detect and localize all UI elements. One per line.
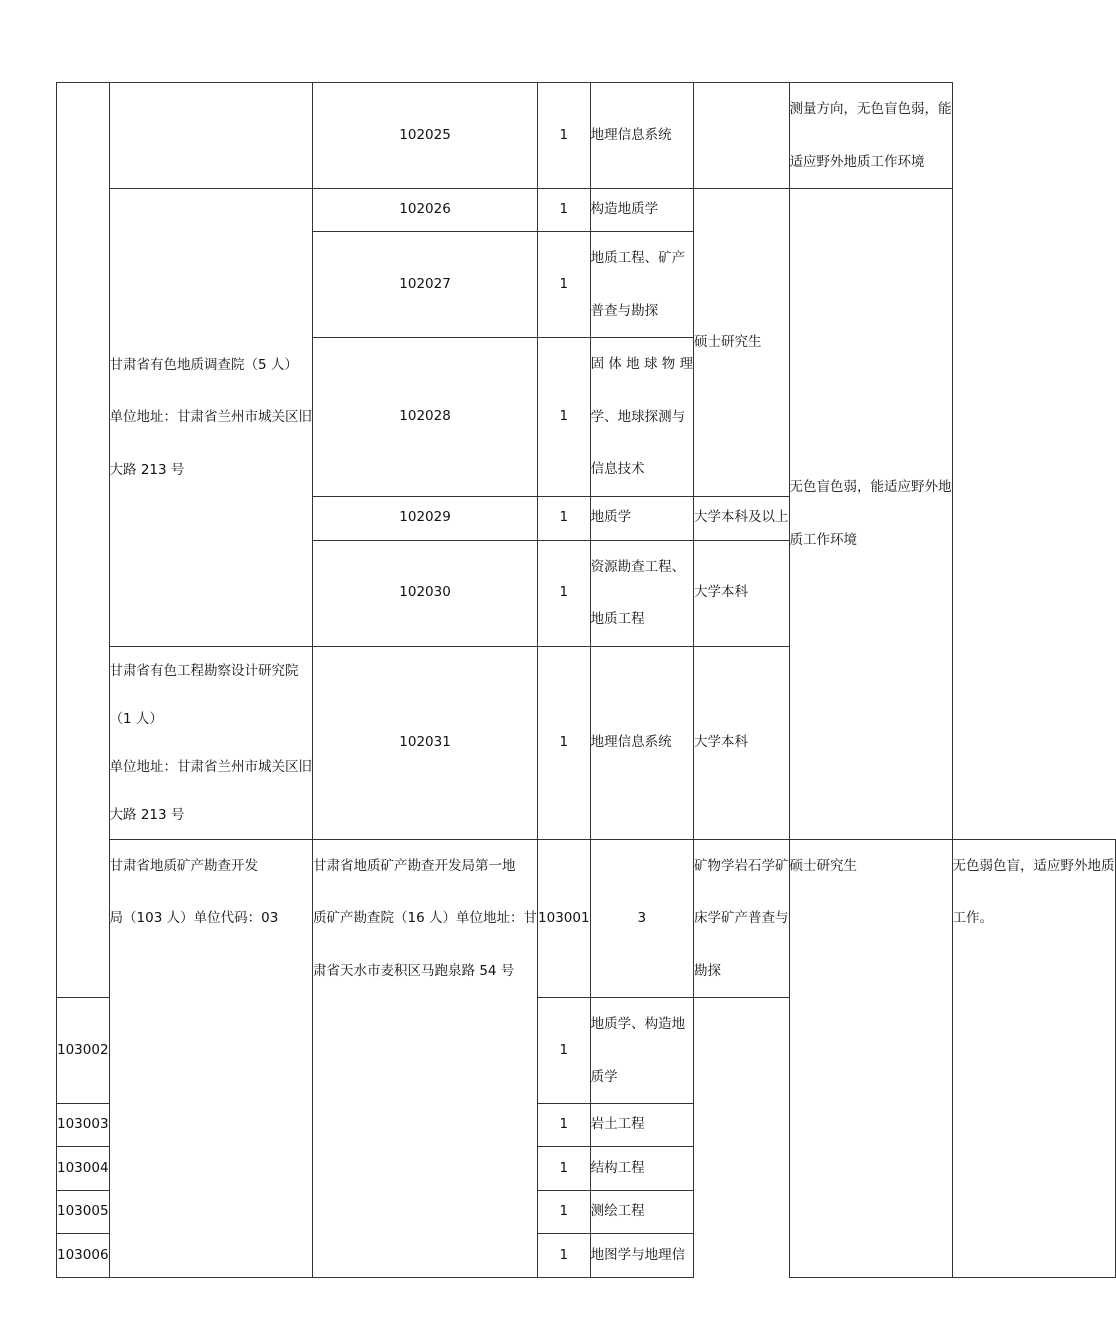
unit-cell-prev: [109, 83, 313, 189]
major-cell: 结构工程: [590, 1147, 693, 1191]
table-row: [57, 839, 1116, 998]
major-cell: 地图学与地理信: [590, 1234, 693, 1278]
education-cell: 硕士研究生: [789, 839, 952, 1278]
table-row: [57, 189, 1116, 232]
position-code: 102026: [313, 189, 538, 232]
headcount: 1: [538, 338, 591, 497]
position-code: 102029: [313, 496, 538, 540]
requirement-cell-group: 无色盲色弱，能适应野外地 质工作环境: [789, 189, 952, 840]
headcount: 1: [538, 189, 591, 232]
unit-cell-first-institute: 甘肃省地质矿产勘查开发局第一地 质矿产勘查院（16 人）单位地址：甘 肃省天水市麦积区马跑泉路 54 号: [313, 839, 538, 1278]
position-code: 103003: [57, 1104, 110, 1147]
headcount: 1: [538, 540, 591, 646]
major-cell: 地质工程、矿产 普查与勘探: [590, 232, 693, 338]
headcount: 1: [538, 83, 591, 189]
department-cell-prev: [57, 83, 110, 998]
unit-cell-youse-design: 甘肃省有色工程勘察设计研究院 （1 人） 单位地址：甘肃省兰州市城关区旧 大路 213 号: [109, 646, 313, 839]
education-cell: 硕士研究生: [694, 189, 790, 497]
position-code: 102027: [313, 232, 538, 338]
headcount: 1: [538, 1191, 591, 1234]
recruitment-table: [56, 82, 1116, 1278]
headcount: 1: [538, 1234, 591, 1278]
education-cell: 大学本科: [694, 540, 790, 646]
headcount: 1: [538, 496, 591, 540]
major-cell: 固 体 地 球 物 理 学、地球探测与 信息技术: [590, 338, 693, 497]
position-code: 103006: [57, 1234, 110, 1278]
headcount: 1: [538, 646, 591, 839]
position-code: 103002: [57, 998, 110, 1104]
major-cell: 资源勘查工程、 地质工程: [590, 540, 693, 646]
position-code: 102030: [313, 540, 538, 646]
headcount: 1: [538, 232, 591, 338]
major-cell: 岩土工程: [590, 1104, 693, 1147]
major-cell: 地理信息系统: [590, 646, 693, 839]
headcount: 3: [590, 839, 693, 998]
unit-cell-youse-survey: 甘肃省有色地质调查院（5 人） 单位地址：甘肃省兰州市城关区旧 大路 213 号: [109, 189, 313, 647]
headcount: 1: [538, 1104, 591, 1147]
department-cell-bureau: 甘肃省地质矿产勘查开发 局（103 人）单位代码：03: [109, 839, 313, 1278]
table-row: [57, 646, 1116, 839]
position-code: 103001: [538, 839, 591, 998]
major-cell: 地质学: [590, 496, 693, 540]
major-cell: 地质学、构造地 质学: [590, 998, 693, 1104]
requirement-cell: 测量方向，无色盲色弱，能 适应野外地质工作环境: [789, 83, 952, 189]
position-code: 102028: [313, 338, 538, 497]
major-cell: 构造地质学: [590, 189, 693, 232]
table-row: [57, 83, 1116, 189]
major-cell: 地理信息系统: [590, 83, 693, 189]
major-cell: 矿物学岩石学矿 床学矿产普查与 勘探: [694, 839, 790, 998]
education-cell: [694, 83, 790, 189]
position-code: 102031: [313, 646, 538, 839]
position-code: 103004: [57, 1147, 110, 1191]
education-cell: 大学本科及以上: [694, 496, 790, 540]
major-cell: 测绘工程: [590, 1191, 693, 1234]
headcount: 1: [538, 1147, 591, 1191]
headcount: 1: [538, 998, 591, 1104]
education-cell: 大学本科: [694, 646, 790, 839]
requirement-cell-group: 无色弱色盲，适应野外地质 工作。: [952, 839, 1115, 1278]
position-code: 102025: [313, 83, 538, 189]
position-code: 103005: [57, 1191, 110, 1234]
